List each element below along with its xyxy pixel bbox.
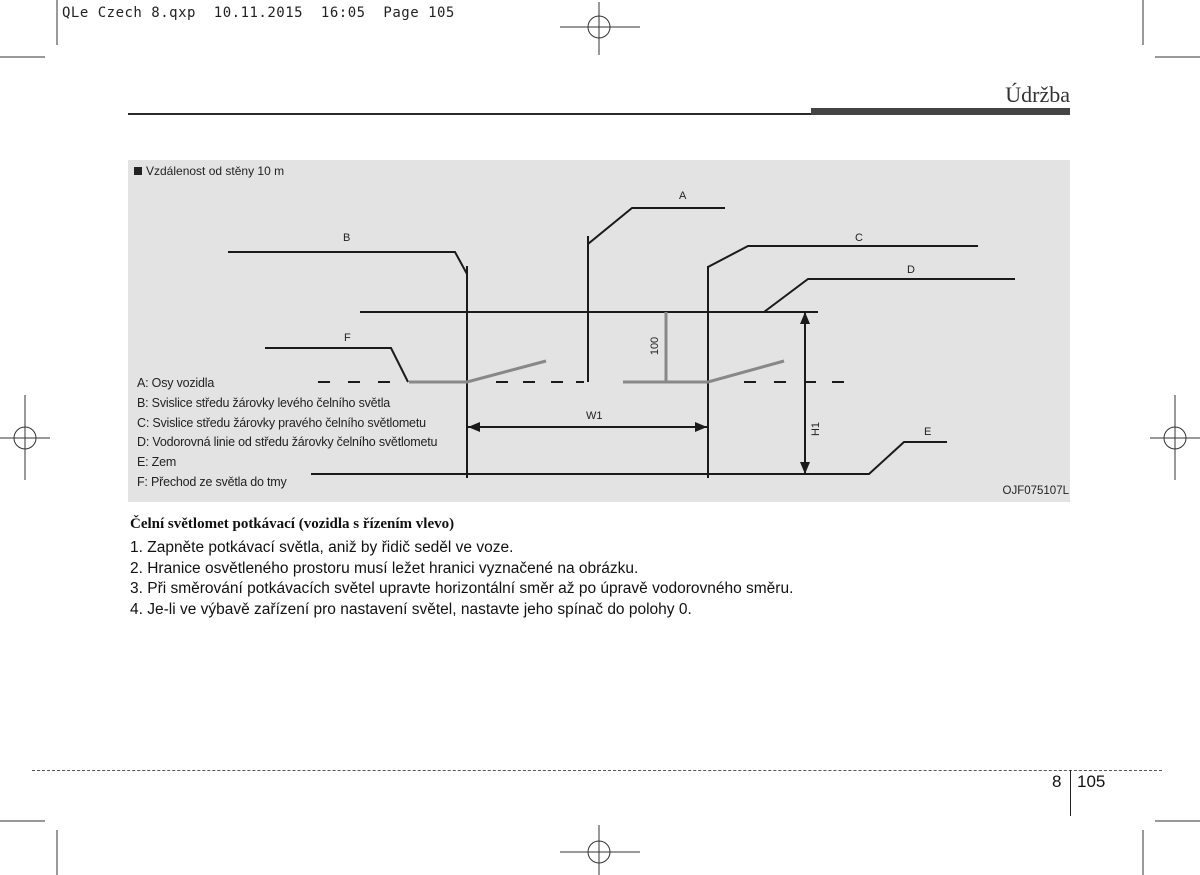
section-title: Údržba [1005,82,1070,107]
print-slug: QLe Czech 8.qxp 10.11.2015 16:05 Page 105 [62,5,455,21]
legend-item: D: Vodorovná linie od středu žárovky čelního světlometu [137,435,438,450]
procedure-steps [130,538,793,620]
header-rule [128,113,811,115]
step-item: 4. Je-li ve výbavě zařízení pro nastavení světel, nastavte jeho spínač do polohy 0. [130,600,692,618]
figure-caption: Vzdálenost od stěny 10 m [134,164,284,178]
line-d [764,279,1015,312]
registration-mark-top [560,2,640,55]
label-d: D [907,264,915,276]
page-number: 105 [1077,772,1106,791]
cutoff-right [623,361,784,382]
line-b [228,252,467,274]
line-a [588,208,725,247]
label-h1: H1 [810,421,823,437]
procedure-heading: Čelní světlomet potkávací (vozidla s řízením vlevo) [130,516,455,532]
legend-item: E: Zem [137,455,177,470]
label-e: E [924,426,932,438]
step-item: 3. Při směrování potkávacích světel upravte horizontální směr až po úpravě vodorovného směru. [130,580,794,597]
image-code: OJF075107L [1002,485,1069,497]
legend-item: A: Osy vozidla [137,376,215,390]
footer-dashed-rule [32,770,1162,771]
step-item: 2. Hranice osvětleného prostoru musí ležet hranici vyznačené na obrázku. [130,559,639,577]
chapter-number: 8 [1052,772,1062,791]
header-rule-accent [811,108,1070,115]
diagram-legend [137,374,437,493]
label-c: C [855,232,863,244]
label-f: F [344,332,351,344]
footer-divider [1070,770,1071,816]
registration-mark-bottom [560,825,640,875]
legend-item: C: Svislice středu žárovky pravého čelního světlometu [137,415,426,430]
line-c [708,246,978,274]
legend-item: F: Přechod ze světla do tmy [137,474,287,489]
legend-item: B: Svislice středu žárovky levého čelního světla [137,395,391,410]
label-b: B [343,232,351,244]
square-bullet-icon [134,167,142,175]
registration-mark-right [1150,395,1200,480]
headlight-aim-diagram [128,160,1070,502]
label-w1: W1 [586,410,603,422]
registration-mark-left [0,395,50,480]
label-a: A [679,190,687,202]
label-100: 100 [649,336,662,356]
step-item: 1. Zapněte potkávací světla, aniž by řidič seděl ve voze. [130,539,514,556]
